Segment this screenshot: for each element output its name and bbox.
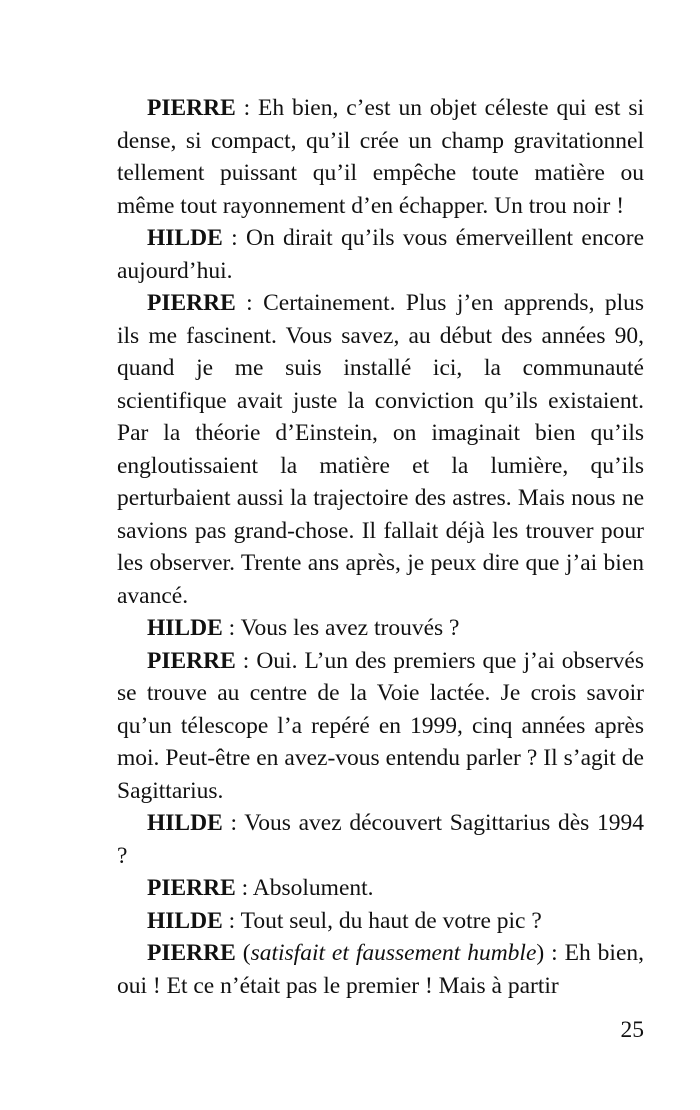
- page-number: 25: [620, 1017, 644, 1043]
- speaker-name: HILDE: [147, 907, 223, 934]
- stage-direction: satisfait et faussement humble: [250, 940, 537, 966]
- speaker-name: PIERRE: [147, 940, 236, 966]
- dialogue-line: : Absolument.: [235, 875, 374, 901]
- dialogue-paragraph: [117, 287, 644, 612]
- dialogue-line: : Vous avez découvert Sagittarius dès 1994 ?: [117, 810, 644, 869]
- speaker-name: HILDE: [147, 225, 223, 251]
- dialogue-paragraph: [117, 905, 644, 938]
- dialogue-text: [117, 92, 644, 1002]
- dialogue-paragraph: [117, 807, 644, 872]
- dialogue-line: : Eh bien, c’est un objet céleste qui est si dense, si compact, qu’il crée un champ gravitationnel tellement puissant qu’il empêche toute matière ou même tout rayonnement d’en échapper. Un trou noir !: [117, 95, 644, 219]
- dialogue-paragraph: [117, 645, 644, 808]
- speaker-name: PIERRE: [147, 647, 236, 674]
- dialogue-paragraph: [117, 872, 644, 905]
- speaker-name: PIERRE: [147, 95, 236, 121]
- dialogue-paragraph: [117, 92, 644, 222]
- dialogue-line: : Certainement. Plus j’en apprends, plus ils me fascinent. Vous savez, au début des années 90, quand je me suis installé ici, la communauté scientifique avait juste la conviction qu’ils existaient. Par la théorie d’Einstein, on imaginait bien qu’ils engloutissaient la matière et la lumière, qu’ils perturbaient aussi la trajectoire des astres. Mais nous ne savions pas grand-chose. Il fallait déjà les trouver pour les observer. Trente ans après, je peux dire que j’ai bien avancé.: [117, 290, 644, 609]
- dialogue-paragraph: [117, 222, 644, 287]
- speaker-name: HILDE: [147, 615, 223, 641]
- dialogue-line-prefix: (: [235, 940, 251, 966]
- speaker-name: PIERRE: [147, 875, 236, 901]
- dialogue-line: : On dirait qu’ils vous émerveillent encore aujourd’hui.: [117, 225, 644, 284]
- dialogue-paragraph: [117, 612, 644, 645]
- dialogue-line: ) : Eh bien, oui ! Et ce n’était pas le premier ! Mais à partir: [117, 940, 644, 999]
- speaker-name: PIERRE: [147, 290, 236, 316]
- dialogue-paragraph: [117, 937, 644, 1002]
- dialogue-line: : Oui. L’un des premiers que j’ai observés se trouve au centre de la Voie lactée. Je crois savoir qu’un télescope l’a repéré en 1999, cinq années après moi. Peut-être en avez-vous entendu parler ? Il s’agit de Sagittarius.: [117, 647, 644, 804]
- dialogue-line: : Vous les avez trouvés ?: [222, 615, 460, 641]
- dialogue-line: : Tout seul, du haut de votre pic ?: [222, 907, 542, 934]
- speaker-name: HILDE: [147, 810, 223, 836]
